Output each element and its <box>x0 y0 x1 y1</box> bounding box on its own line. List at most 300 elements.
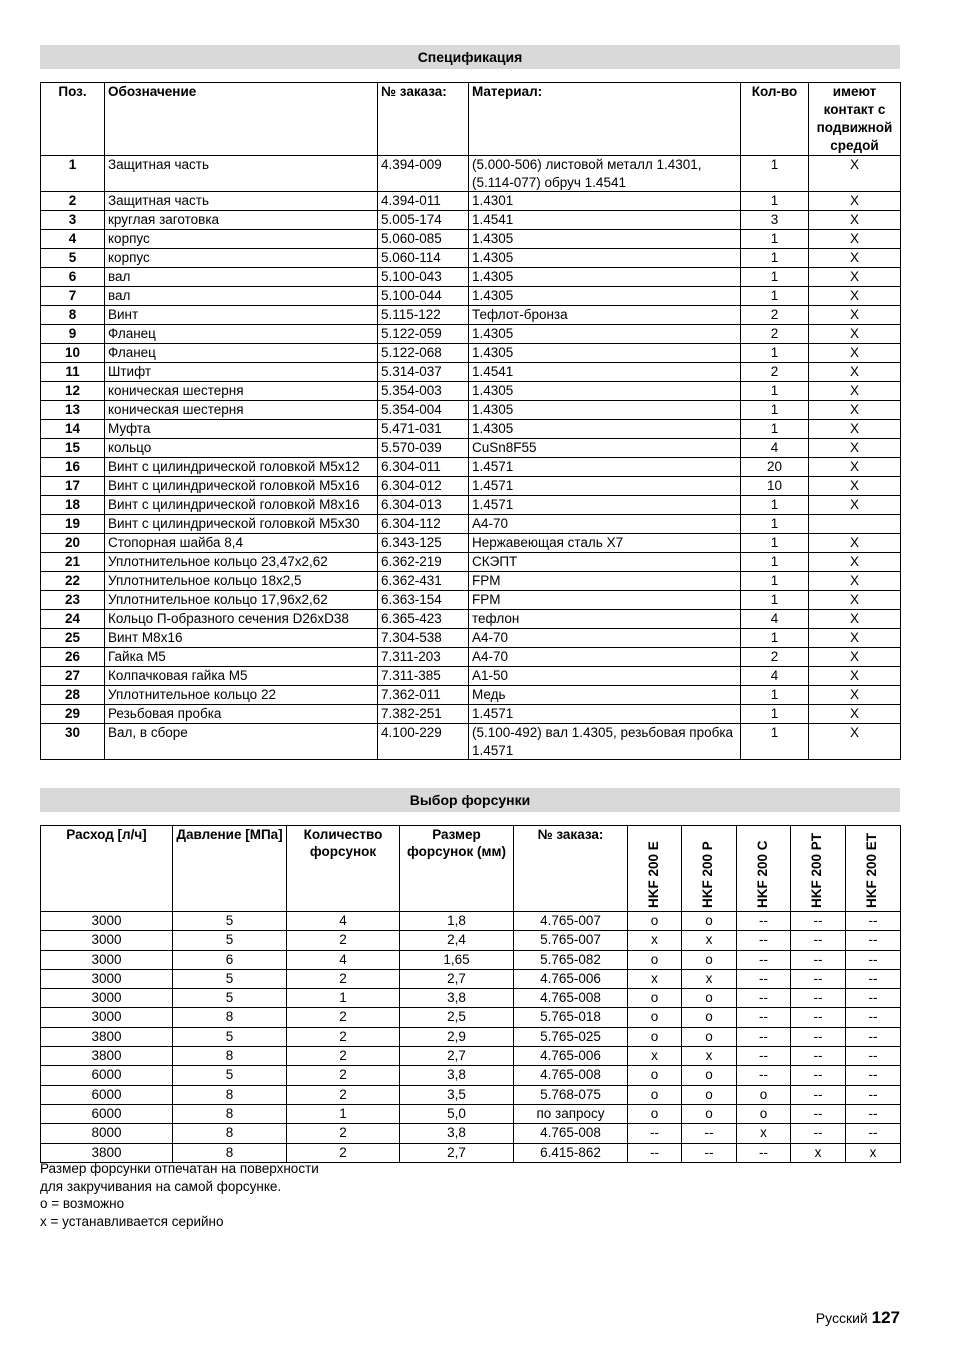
spec-contact: X <box>809 496 901 515</box>
spec-name: Резьбовая пробка <box>105 705 378 724</box>
nozzle-model-availability: o <box>628 1027 682 1046</box>
spec-material: FPM <box>469 572 741 591</box>
spec-material: 1.4301 <box>469 192 741 211</box>
spec-qty: 1 <box>741 344 809 363</box>
nozzle-size: 2,9 <box>400 1027 514 1046</box>
spec-qty: 1 <box>741 724 809 760</box>
spec-material: A4-70 <box>469 515 741 534</box>
spec-row <box>41 496 901 515</box>
nozzle-size: 2,5 <box>400 1008 514 1027</box>
spec-row <box>41 439 901 458</box>
nozzle-model-availability: -- <box>791 1124 846 1143</box>
nozzle-count: 2 <box>287 1124 400 1143</box>
nozzle-row <box>41 950 901 969</box>
spec-contact: X <box>809 591 901 610</box>
nozzle-model-availability: -- <box>628 1124 682 1143</box>
spec-name: Уплотнительное кольцо 17,96x2,62 <box>105 591 378 610</box>
nozzle-model-availability: -- <box>791 1047 846 1066</box>
nozzle-size: 3,8 <box>400 1066 514 1085</box>
model-label: HKF 200 E <box>645 841 661 908</box>
spec-pos: 12 <box>41 382 105 401</box>
nozzle-count: 1 <box>287 1104 400 1123</box>
spec-row <box>41 572 901 591</box>
header-pressure: Давление [МПа] <box>173 826 287 912</box>
spec-order: 4.100-229 <box>378 724 469 760</box>
spec-pos: 20 <box>41 534 105 553</box>
spec-row <box>41 420 901 439</box>
spec-pos: 11 <box>41 363 105 382</box>
nozzle-order: 5.765-082 <box>514 950 628 969</box>
nozzle-pressure: 5 <box>173 1027 287 1046</box>
nozzle-flow: 3000 <box>41 912 173 931</box>
spec-pos: 22 <box>41 572 105 591</box>
spec-row <box>41 249 901 268</box>
nozzle-pressure: 5 <box>173 931 287 950</box>
spec-row <box>41 325 901 344</box>
spec-material: (5.000-506) листовой металл 1.4301, (5.114-077) обруч 1.4541 <box>469 156 741 192</box>
spec-qty: 1 <box>741 515 809 534</box>
spec-material: 1.4571 <box>469 458 741 477</box>
spec-name: кольцо <box>105 439 378 458</box>
spec-pos: 7 <box>41 287 105 306</box>
spec-qty: 1 <box>741 156 809 192</box>
spec-qty: 2 <box>741 648 809 667</box>
spec-material: 1.4541 <box>469 363 741 382</box>
header-order: № заказа: <box>378 83 469 156</box>
spec-table-body <box>41 156 901 760</box>
nozzle-model-availability: -- <box>791 1085 846 1104</box>
nozzle-pressure: 5 <box>173 912 287 931</box>
spec-name: Уплотнительное кольцо 22 <box>105 686 378 705</box>
nozzle-model-availability: -- <box>846 1124 901 1143</box>
note-possible: o = возможно <box>40 1196 125 1212</box>
nozzle-model-availability: -- <box>791 989 846 1008</box>
spec-pos: 29 <box>41 705 105 724</box>
spec-material: Тефлот-бронза <box>469 306 741 325</box>
nozzle-row <box>41 931 901 950</box>
spec-contact: X <box>809 686 901 705</box>
nozzle-order: 5.765-025 <box>514 1027 628 1046</box>
spec-name: Защитная часть <box>105 156 378 192</box>
spec-name: Защитная часть <box>105 192 378 211</box>
spec-order: 5.122-068 <box>378 344 469 363</box>
spec-contact: X <box>809 439 901 458</box>
spec-order: 5.354-003 <box>378 382 469 401</box>
spec-contact: X <box>809 553 901 572</box>
nozzle-flow: 3000 <box>41 969 173 988</box>
spec-contact: X <box>809 629 901 648</box>
spec-contact <box>809 515 901 534</box>
nozzle-model-availability: o <box>628 989 682 1008</box>
spec-pos: 30 <box>41 724 105 760</box>
nozzle-model-availability: -- <box>737 989 791 1008</box>
spec-row <box>41 156 901 192</box>
spec-name: Фланец <box>105 325 378 344</box>
nozzle-size: 5,0 <box>400 1104 514 1123</box>
header-count: Количество форсунок <box>287 826 400 912</box>
spec-order: 5.314-037 <box>378 363 469 382</box>
spec-row <box>41 553 901 572</box>
spec-qty: 1 <box>741 382 809 401</box>
spec-pos: 1 <box>41 156 105 192</box>
spec-row <box>41 230 901 249</box>
spec-pos: 23 <box>41 591 105 610</box>
spec-row <box>41 724 901 760</box>
nozzle-count: 2 <box>287 1085 400 1104</box>
spec-order: 5.100-043 <box>378 268 469 287</box>
nozzle-count: 2 <box>287 1143 400 1162</box>
spec-pos: 4 <box>41 230 105 249</box>
nozzle-row <box>41 1027 901 1046</box>
spec-name: Винт <box>105 306 378 325</box>
spec-material: A1-50 <box>469 667 741 686</box>
nozzle-model-availability: -- <box>791 1104 846 1123</box>
spec-qty: 1 <box>741 629 809 648</box>
nozzle-model-availability: -- <box>737 1066 791 1085</box>
spec-pos: 25 <box>41 629 105 648</box>
spec-contact: X <box>809 344 901 363</box>
model-label: HKF 200 PT <box>809 832 824 908</box>
nozzle-flow: 3000 <box>41 1008 173 1027</box>
header-pos: Поз. <box>41 83 105 156</box>
spec-order: 4.394-011 <box>378 192 469 211</box>
spec-material: 1.4305 <box>469 325 741 344</box>
spec-material: 1.4305 <box>469 401 741 420</box>
spec-name: коническая шестерня <box>105 382 378 401</box>
nozzle-model-availability: -- <box>846 1104 901 1123</box>
nozzle-count: 4 <box>287 950 400 969</box>
model-label: HKF 200 P <box>700 841 715 908</box>
nozzle-count: 1 <box>287 989 400 1008</box>
header-flow: Расход [л/ч] <box>41 826 173 912</box>
nozzle-size: 3,8 <box>400 989 514 1008</box>
spec-pos: 2 <box>41 192 105 211</box>
spec-pos: 27 <box>41 667 105 686</box>
spec-order: 7.362-011 <box>378 686 469 705</box>
spec-order: 7.311-203 <box>378 648 469 667</box>
nozzle-model-availability: -- <box>737 912 791 931</box>
spec-material: 1.4571 <box>469 705 741 724</box>
spec-order: 5.060-114 <box>378 249 469 268</box>
note-nozzle-size: Размер форсунки отпечатан на поверхности для закручивания на самой форсунке. <box>40 1161 319 1194</box>
spec-material: 1.4571 <box>469 477 741 496</box>
nozzle-size: 1,8 <box>400 912 514 931</box>
spec-name: Винт с цилиндрической головкой M5x16 <box>105 477 378 496</box>
spec-order: 6.363-154 <box>378 591 469 610</box>
spec-row <box>41 534 901 553</box>
spec-order: 5.122-059 <box>378 325 469 344</box>
spec-contact: X <box>809 458 901 477</box>
spec-name: Колпачковая гайка M5 <box>105 667 378 686</box>
spec-row <box>41 667 901 686</box>
nozzle-pressure: 8 <box>173 1008 287 1027</box>
spec-contact: X <box>809 306 901 325</box>
nozzle-count: 2 <box>287 1027 400 1046</box>
nozzle-pressure: 8 <box>173 1104 287 1123</box>
spec-order: 6.343-125 <box>378 534 469 553</box>
header-material: Материал: <box>469 83 741 156</box>
spec-name: корпус <box>105 230 378 249</box>
spec-qty: 1 <box>741 705 809 724</box>
nozzle-model-availability: x <box>737 1124 791 1143</box>
spec-name: Винт с цилиндрической головкой M5x12 <box>105 458 378 477</box>
nozzle-order: 6.415-862 <box>514 1143 628 1162</box>
header-qty: Кол-во <box>741 83 809 156</box>
nozzle-model-availability: o <box>628 1104 682 1123</box>
nozzle-order: 4.765-007 <box>514 912 628 931</box>
spec-material: 1.4541 <box>469 211 741 230</box>
spec-contact: X <box>809 325 901 344</box>
nozzle-model-availability: x <box>682 931 737 950</box>
spec-row <box>41 192 901 211</box>
spec-row <box>41 705 901 724</box>
spec-material: CuSn8F55 <box>469 439 741 458</box>
spec-material: A4-70 <box>469 648 741 667</box>
nozzle-flow: 3800 <box>41 1027 173 1046</box>
nozzle-model-availability: -- <box>791 950 846 969</box>
nozzle-flow: 6000 <box>41 1104 173 1123</box>
spec-order: 7.304-538 <box>378 629 469 648</box>
nozzle-flow: 6000 <box>41 1085 173 1104</box>
header-model-et <box>846 826 901 912</box>
spec-qty: 20 <box>741 458 809 477</box>
nozzle-flow: 3000 <box>41 950 173 969</box>
spec-order: 6.365-423 <box>378 610 469 629</box>
spec-name: коническая шестерня <box>105 401 378 420</box>
nozzle-model-availability: o <box>682 912 737 931</box>
spec-row <box>41 306 901 325</box>
header-model-p <box>682 826 737 912</box>
spec-order: 6.304-011 <box>378 458 469 477</box>
spec-contact: X <box>809 534 901 553</box>
nozzle-model-availability: -- <box>791 969 846 988</box>
nozzle-model-availability: -- <box>737 969 791 988</box>
spec-material: 1.4305 <box>469 287 741 306</box>
spec-qty: 2 <box>741 363 809 382</box>
spec-table <box>40 82 901 760</box>
spec-qty: 1 <box>741 496 809 515</box>
spec-qty: 1 <box>741 686 809 705</box>
spec-material: Нержавеющая сталь X7 <box>469 534 741 553</box>
spec-name: круглая заготовка <box>105 211 378 230</box>
nozzle-model-availability: o <box>628 912 682 931</box>
nozzle-size: 2,7 <box>400 1143 514 1162</box>
header-model-e <box>628 826 682 912</box>
nozzle-flow: 3000 <box>41 989 173 1008</box>
spec-qty: 1 <box>741 249 809 268</box>
spec-order: 6.362-219 <box>378 553 469 572</box>
nozzle-size: 3,5 <box>400 1085 514 1104</box>
spec-row <box>41 344 901 363</box>
nozzle-count: 2 <box>287 969 400 988</box>
nozzle-model-availability: -- <box>846 931 901 950</box>
nozzle-model-availability: o <box>628 1066 682 1085</box>
spec-material: (5.100-492) вал 1.4305, резьбовая пробка 1.4571 <box>469 724 741 760</box>
nozzle-count: 2 <box>287 1008 400 1027</box>
spec-order: 6.304-013 <box>378 496 469 515</box>
spec-name: Уплотнительное кольцо 18x2,5 <box>105 572 378 591</box>
spec-order: 6.362-431 <box>378 572 469 591</box>
nozzle-model-availability: o <box>737 1085 791 1104</box>
nozzle-row <box>41 912 901 931</box>
spec-material: Медь <box>469 686 741 705</box>
nozzle-model-availability: o <box>682 1104 737 1123</box>
page-footer <box>816 1308 900 1328</box>
spec-row <box>41 401 901 420</box>
nozzle-row <box>41 1066 901 1085</box>
spec-row <box>41 363 901 382</box>
nozzle-model-availability: x <box>628 969 682 988</box>
nozzle-row <box>41 1047 901 1066</box>
spec-contact: X <box>809 648 901 667</box>
nozzle-model-availability: x <box>791 1143 846 1162</box>
spec-qty: 10 <box>741 477 809 496</box>
nozzle-flow: 3800 <box>41 1143 173 1162</box>
nozzle-model-availability: -- <box>791 931 846 950</box>
nozzle-model-availability: -- <box>846 912 901 931</box>
spec-qty: 1 <box>741 534 809 553</box>
spec-material: 1.4305 <box>469 344 741 363</box>
nozzle-pressure: 6 <box>173 950 287 969</box>
spec-contact: X <box>809 192 901 211</box>
spec-name: Фланец <box>105 344 378 363</box>
spec-row <box>41 610 901 629</box>
spec-name: Винт M8x16 <box>105 629 378 648</box>
spec-row <box>41 382 901 401</box>
nozzle-model-availability: -- <box>846 1027 901 1046</box>
spec-name: Винт с цилиндрической головкой M5x30 <box>105 515 378 534</box>
spec-material: 1.4571 <box>469 496 741 515</box>
spec-name: вал <box>105 268 378 287</box>
spec-row <box>41 268 901 287</box>
nozzle-pressure: 8 <box>173 1085 287 1104</box>
spec-order: 5.100-044 <box>378 287 469 306</box>
nozzle-model-availability: -- <box>791 1027 846 1046</box>
spec-pos: 5 <box>41 249 105 268</box>
nozzle-model-availability: -- <box>737 1047 791 1066</box>
nozzle-pressure: 8 <box>173 1124 287 1143</box>
nozzle-model-availability: -- <box>628 1143 682 1162</box>
nozzle-order: 5.765-007 <box>514 931 628 950</box>
spec-contact: X <box>809 268 901 287</box>
nozzle-size: 3,8 <box>400 1124 514 1143</box>
nozzle-size: 2,4 <box>400 931 514 950</box>
nozzle-pressure: 5 <box>173 1066 287 1085</box>
spec-row <box>41 458 901 477</box>
spec-pos: 28 <box>41 686 105 705</box>
spec-order: 5.570-039 <box>378 439 469 458</box>
spec-order: 6.304-112 <box>378 515 469 534</box>
nozzle-flow: 3000 <box>41 931 173 950</box>
nozzle-model-availability: x <box>628 1047 682 1066</box>
nozzle-order: 4.765-006 <box>514 969 628 988</box>
nozzle-model-availability: -- <box>846 1066 901 1085</box>
spec-qty: 4 <box>741 610 809 629</box>
spec-order: 5.060-085 <box>378 230 469 249</box>
nozzle-model-availability: -- <box>791 1066 846 1085</box>
spec-pos: 18 <box>41 496 105 515</box>
spec-material: 1.4305 <box>469 230 741 249</box>
spec-material: FPM <box>469 591 741 610</box>
page-number: 127 <box>871 1308 900 1327</box>
spec-name: Штифт <box>105 363 378 382</box>
spec-contact: X <box>809 363 901 382</box>
spec-order: 7.311-385 <box>378 667 469 686</box>
spec-pos: 24 <box>41 610 105 629</box>
spec-pos: 19 <box>41 515 105 534</box>
nozzle-model-availability: x <box>682 969 737 988</box>
spec-order: 5.115-122 <box>378 306 469 325</box>
spec-order: 5.471-031 <box>378 420 469 439</box>
spec-pos: 21 <box>41 553 105 572</box>
nozzle-flow: 6000 <box>41 1066 173 1085</box>
spec-qty: 1 <box>741 572 809 591</box>
nozzle-model-availability: -- <box>737 950 791 969</box>
spec-qty: 1 <box>741 192 809 211</box>
spec-contact: X <box>809 724 901 760</box>
spec-qty: 1 <box>741 230 809 249</box>
nozzle-model-availability: -- <box>846 969 901 988</box>
nozzle-model-availability: o <box>682 1027 737 1046</box>
nozzle-row <box>41 1124 901 1143</box>
spec-name: Уплотнительное кольцо 23,47x2,62 <box>105 553 378 572</box>
spec-row <box>41 591 901 610</box>
spec-name: корпус <box>105 249 378 268</box>
spec-contact: X <box>809 401 901 420</box>
spec-name: Кольцо П-образного сечения D26xD38 <box>105 610 378 629</box>
nozzle-model-availability: -- <box>682 1143 737 1162</box>
spec-contact: X <box>809 382 901 401</box>
header-model-pt <box>791 826 846 912</box>
spec-qty: 3 <box>741 211 809 230</box>
spec-material: A4-70 <box>469 629 741 648</box>
model-label: HKF 200 C <box>754 840 770 908</box>
spec-qty: 1 <box>741 268 809 287</box>
spec-material: СКЭПТ <box>469 553 741 572</box>
nozzle-order: 4.765-008 <box>514 989 628 1008</box>
spec-contact: X <box>809 230 901 249</box>
nozzle-order: 5.765-018 <box>514 1008 628 1027</box>
spec-row <box>41 477 901 496</box>
header-designation: Обозначение <box>105 83 378 156</box>
nozzle-model-availability: o <box>628 1085 682 1104</box>
nozzle-count: 2 <box>287 1047 400 1066</box>
nozzle-order: 4.765-006 <box>514 1047 628 1066</box>
spec-order: 4.394-009 <box>378 156 469 192</box>
nozzle-model-availability: -- <box>737 1143 791 1162</box>
header-model-c <box>737 826 791 912</box>
spec-row <box>41 287 901 306</box>
nozzle-order: 4.765-008 <box>514 1124 628 1143</box>
spec-qty: 1 <box>741 287 809 306</box>
spec-qty: 1 <box>741 420 809 439</box>
spec-name: Вал, в сборе <box>105 724 378 760</box>
spec-order: 6.304-012 <box>378 477 469 496</box>
nozzle-model-availability: -- <box>846 1008 901 1027</box>
spec-contact: X <box>809 477 901 496</box>
spec-name: Стопорная шайба 8,4 <box>105 534 378 553</box>
nozzle-model-availability: x <box>628 931 682 950</box>
nozzle-order: 4.765-008 <box>514 1066 628 1085</box>
nozzle-pressure: 5 <box>173 969 287 988</box>
nozzle-size: 2,7 <box>400 969 514 988</box>
spec-name: Гайка M5 <box>105 648 378 667</box>
nozzle-table-body <box>41 912 901 1163</box>
nozzle-order: 5.768-075 <box>514 1085 628 1104</box>
nozzle-model-availability: x <box>846 1143 901 1162</box>
nozzle-model-availability: -- <box>737 1008 791 1027</box>
nozzle-row <box>41 1085 901 1104</box>
